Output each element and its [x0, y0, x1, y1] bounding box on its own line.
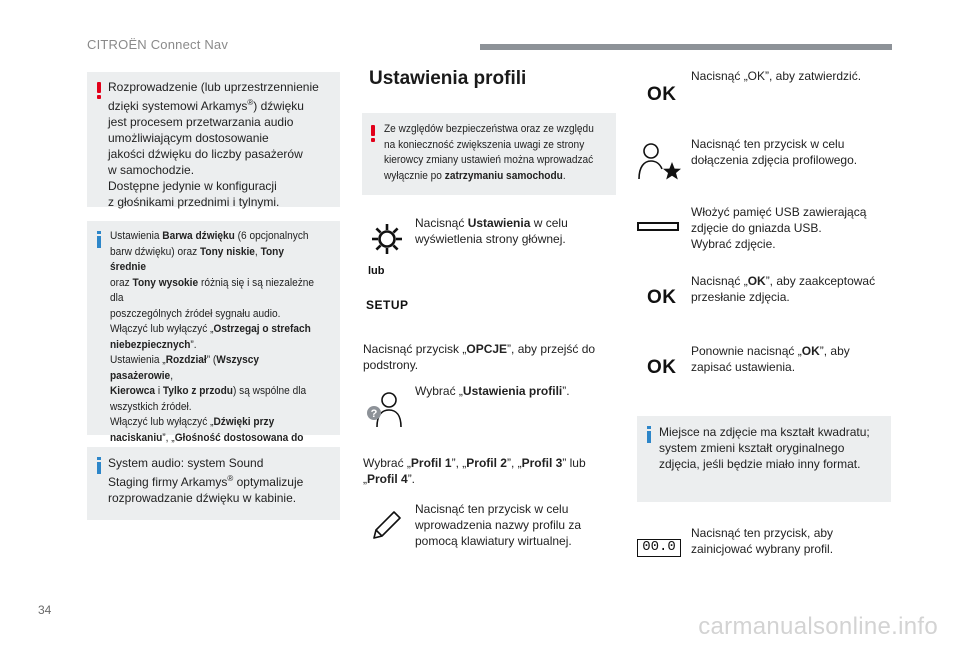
pencil-icon[interactable] — [370, 508, 402, 542]
info-text-sound-staging: System audio: system Sound Staging firmy Arkamys® optymalizuje rozprowadzanie dźwięku w kabinie. — [108, 456, 304, 505]
step-confirm-text: Nacisnąć „OK”, aby zatwierdzić. — [691, 69, 862, 83]
step-settings-text: Nacisnąć Ustawienia w celu wyświetlenia strony głównej. — [415, 216, 568, 246]
header-bar — [480, 44, 892, 50]
step-profile-name-text: Nacisnąć ten przycisk w celu wprowadzenia nazwy profilu za pomocą klawiatury wirtualnej. — [415, 502, 582, 548]
step-select-profile-text: Wybrać „Profil 1”, „Profil 2”, „Profil 3” lub „Profil 4”. — [363, 456, 586, 486]
warning-icon — [371, 125, 376, 142]
ok-button[interactable]: OK — [647, 287, 677, 308]
warning-text-safety: Ze względów bezpieczeństwa oraz ze względu na konieczność zwiększenia uwagi ze strony kierowcy zmiany ustawień można wprowadzać wyłącznie po zatrzymaniu samochodu. — [384, 123, 594, 182]
profile-reset-button[interactable]: 00.0 — [637, 539, 681, 557]
usb-slot-icon — [637, 222, 679, 231]
info-icon — [97, 231, 102, 248]
info-icon — [97, 457, 102, 474]
warning-box-arkamys — [87, 72, 340, 207]
step-add-photo-text: Nacisnąć ten przycisk w celu dołączenia zdjęcia profilowego. — [691, 137, 858, 167]
step-profile-settings-text: Wybrać „Ustawienia profili”. — [415, 384, 570, 398]
warning-icon — [97, 82, 102, 99]
info-icon — [647, 426, 652, 443]
step-init-profile-text: Nacisnąć ten przycisk, aby zainicjować wybrany profil. — [691, 526, 834, 556]
settings-gear-icon[interactable] — [370, 222, 404, 256]
info-text-photo: Miejsce na zdjęcie ma kształt kwadratu; system zmieni kształt oryginalnego zdjęcia, jeśli będzie miało inny format. — [659, 425, 870, 471]
info-text-sound-settings: Ustawienia Barwa dźwięku (6 opcjonalnych barw dźwięku) oraz Tony niskie, Tony średnie oraz Tony wysokie różnią się i są niezależne dla poszczególnych źródeł sygnału audio. Włączyć lub wyłączyć „Ostrzegaj o strefach niebezpiecznych”. Ustawienia „Rozdział” (Wszyscy pasażerowie, Kierowca i Tylko z przodu) są wspólne dla wszystkich źródeł. Włączyć lub wyłączyć „Dźwięki przy naciskaniu”, „Głośność dostosowana do — [110, 230, 315, 444]
watermark: carmanualsonline.info — [698, 613, 938, 640]
profile-star-icon[interactable] — [636, 140, 682, 180]
info-box-sound-staging — [87, 447, 340, 520]
step-accept-photo-text: Nacisnąć „OK”, aby zaakceptować przesłanie zdjęcia. — [691, 274, 876, 304]
step-options-text: Nacisnąć przycisk „OPCJE”, aby przejść do podstrony. — [363, 342, 596, 372]
setup-button[interactable]: SETUP — [366, 298, 409, 312]
ok-button[interactable]: OK — [647, 84, 677, 105]
warning-text: Rozprowadzenie (lub uprzestrzennienie dzięki systemowi Arkamys®) dźwięku jest procesem przetwarzania audio umożliwiającym dostosowanie jakości dźwięku do liczby pasażerów w samochodzie. Dostępne jedynie w konfiguracji z głośnikami przednimi i tylnymi. — [108, 80, 319, 209]
info-box-photo — [637, 416, 891, 502]
step-usb-text: Włożyć pamięć USB zawierającą zdjęcie do gniazda USB. Wybrać zdjęcie. — [691, 205, 867, 251]
profile-help-icon[interactable] — [364, 388, 406, 428]
svg-text:?: ? — [370, 408, 378, 420]
info-box-sound-settings — [87, 221, 340, 444]
or-label: lub — [368, 265, 385, 277]
warning-box-safety — [362, 113, 616, 195]
page-number: 34 — [38, 603, 52, 617]
ok-button[interactable]: OK — [647, 357, 677, 378]
section-title: Ustawienia profili — [369, 68, 527, 89]
header-title: CITROËN Connect Nav — [87, 37, 229, 52]
step-save-text: Ponownie nacisnąć „OK”, aby zapisać ustawienia. — [691, 344, 850, 374]
